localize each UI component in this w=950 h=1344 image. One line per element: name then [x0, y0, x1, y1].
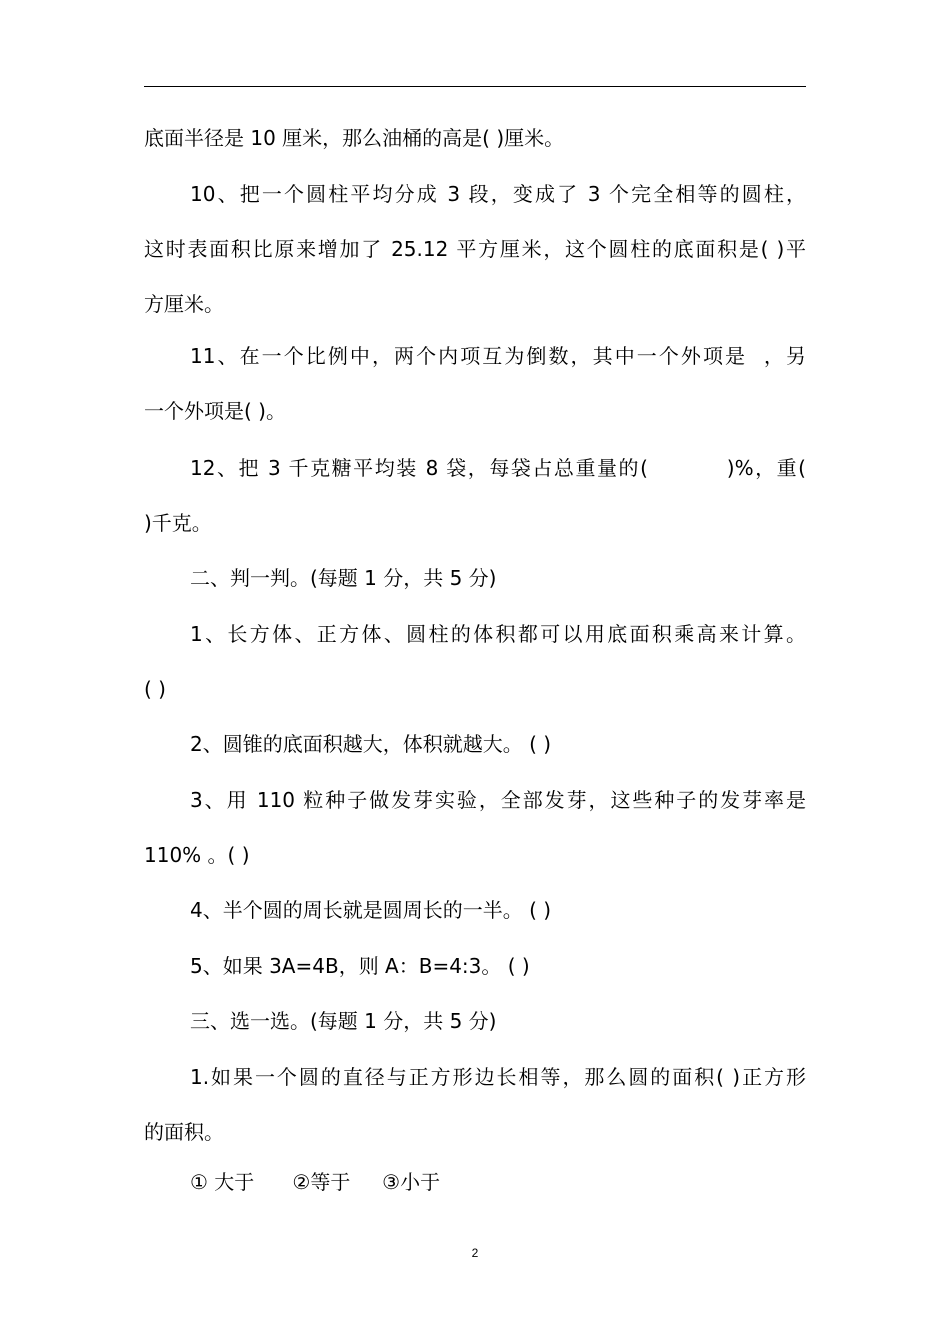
choice-1-line-2: 的面积。: [144, 1120, 224, 1144]
page-number: 2: [471, 1246, 479, 1260]
question-10-line-2: 这时表面积比原来增加了 25.12 平方厘米，这个圆柱的底面积是( )平: [144, 237, 806, 261]
question-12-line-2: )千克。: [144, 511, 212, 535]
section-3-heading: 三、选一选。(每题 1 分，共 5 分): [190, 1009, 497, 1033]
question-10-line-1: 10、把一个圆柱平均分成 3 段，变成了 3 个完全相等的圆柱，: [190, 182, 806, 206]
choice-1-line-1: 1.如果一个圆的直径与正方形边长相等，那么圆的面积( )正方形: [190, 1065, 806, 1089]
header-rule: [144, 86, 806, 87]
section-2-heading: 二、判一判。(每题 1 分，共 5 分): [190, 566, 497, 590]
question-11-line-2: 一个外项是( )。: [144, 399, 286, 423]
question-10-line-3: 方厘米。: [144, 292, 224, 316]
judge-1-line-2: ( ): [144, 677, 166, 701]
judge-3-line-1: 3、用 110 粒种子做发芽实验，全部发芽，这些种子的发芽率是: [190, 788, 806, 812]
question-12-line-1: 12、把 3 千克糖平均装 8 袋，每袋占总重量的( )%，重(: [190, 456, 806, 480]
judge-3-line-2: 110% 。( ): [144, 843, 250, 867]
judge-4: 4、半个圆的周长就是圆周长的一半。 ( ): [190, 898, 552, 922]
text-line: 底面半径是 10 厘米，那么油桶的高是( )厘米。: [144, 126, 565, 150]
judge-1-line-1: 1、长方体、正方体、圆柱的体积都可以用底面积乘高来计算。: [190, 622, 806, 646]
question-11-line-1: 11、在一个比例中，两个内项互为倒数，其中一个外项是 ，另: [190, 344, 806, 368]
judge-5: 5、如果 3A=4B，则 A：B=4:3。 ( ): [190, 954, 530, 978]
choice-1-options: ① 大于 ②等于 ③小于: [190, 1170, 441, 1194]
judge-2: 2、圆锥的底面积越大，体积就越大。 ( ): [190, 732, 552, 756]
